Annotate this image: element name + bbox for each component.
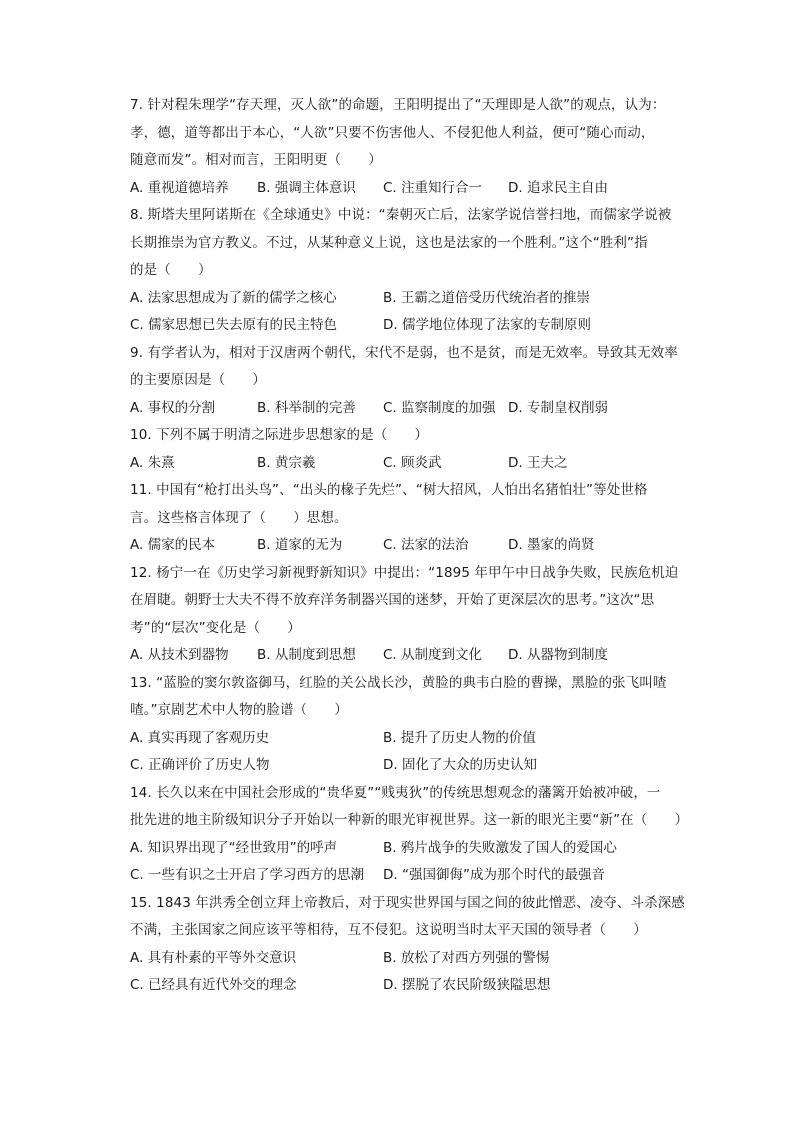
question-item — [130, 780, 716, 890]
question-stem-line: 12. 杨宁一在《历史学习新视野新知识》中提出：“1895 年甲午中日战争失败，民族危机迫 — [130, 564, 679, 581]
question-stem-line: 批先进的地主阶级知识分子开始以一种新的眼光审视世界。这一新的眼光主要“新”在（ ） — [130, 812, 689, 828]
answer-options-row — [130, 285, 716, 313]
answer-option: D. 专制皇权削弱 — [508, 399, 608, 416]
question-stem-line: 13. “蓝脸的窦尔敦盗御马，红脸的关公战长沙，黄脸的典韦白脸的曹操，黑脸的张飞叫喳 — [130, 674, 667, 691]
answer-option: C. 儒家思想已失去原有的民主特色 — [130, 317, 338, 333]
question-item — [130, 670, 716, 780]
answer-option: C. 正确评价了历史人物 — [130, 757, 270, 773]
answer-option: C. 一些有识之士开启了学习西方的思潮 — [130, 867, 365, 883]
answer-option: A. 知识界出现了“经世致用”的呼声 — [130, 839, 338, 856]
answer-options-row — [130, 862, 716, 890]
question-item — [130, 560, 716, 670]
question-stem-line: 孝，德，道等都出于本心，“人欲”只要不伤害他人、不侵犯他人利益，便可“随心而动， — [130, 124, 655, 141]
answer-option: B. 王霸之道倍受历代统治者的推崇 — [383, 289, 590, 306]
question-stem-line: 不满，主张国家之间应该平等相待，互不侵犯。这说明当时太平天国的领导者（ ） — [130, 922, 647, 938]
answer-option: D. 摆脱了农民阶级狭隘思想 — [383, 977, 551, 993]
answer-option: D. 墨家的尚贤 — [508, 537, 595, 553]
question-stem-line: 的是（ ） — [130, 262, 212, 278]
answer-option: C. 注重知行合一 — [383, 179, 483, 196]
answer-option: C. 已经具有近代外交的理念 — [130, 977, 297, 993]
answer-options-row — [130, 532, 716, 560]
answer-options-row — [130, 312, 716, 340]
answer-option: B. 强调主体意识 — [257, 179, 356, 196]
question-list — [130, 92, 716, 1000]
answer-option: A. 具有朴素的平等外交意识 — [130, 949, 297, 966]
question-stem-line: 随意而发”。相对而言，王阳明更（ ） — [130, 152, 382, 168]
answer-option: B. 从制度到思想 — [257, 647, 356, 663]
question-stem-line: 考”的“层次”变化是（ ） — [130, 619, 301, 636]
answer-option: C. 监察制度的加强 — [383, 399, 496, 416]
answer-option: B. 鸦片战争的失败激发了国人的爱国心 — [383, 839, 617, 856]
question-item — [130, 202, 716, 340]
answer-options-row — [130, 395, 716, 423]
answer-options-row — [130, 725, 716, 753]
answer-option: B. 放松了对西方列强的警惕 — [383, 949, 550, 966]
answer-option: A. 从技术到器物 — [130, 647, 229, 663]
answer-options-row — [130, 752, 716, 780]
answer-options-row — [130, 450, 716, 478]
question-stem-line: 长期推崇为官方教义。不过，从某种意义上说，这也是法家的一个胜利。”这个“胜利”指 — [130, 234, 648, 251]
answer-option: C. 法家的法治 — [383, 537, 469, 553]
question-stem-line: 7. 针对程朱理学“存天理，灭人欲”的命题，王阳明提出了“天理即是人欲”的观点，认为： — [130, 97, 666, 113]
answer-option: A. 朱熹 — [130, 454, 175, 471]
question-stem-line: 9. 有学者认为，相对于汉唐两个朝代，宋代不是弱，也不是贫，而是无效率。导致其无效率 — [130, 344, 678, 361]
answer-option: B. 黄宗羲 — [257, 454, 316, 471]
question-stem-line: 8. 斯塔夫里阿诺斯在《全球通史》中说：“秦朝灭亡后，法家学说信誉扫地，而儒家学说被 — [130, 207, 672, 223]
question-item — [130, 422, 716, 477]
answer-options-row — [130, 642, 716, 670]
answer-option: A. 法家思想成为了新的儒学之核心 — [130, 289, 337, 306]
question-item — [130, 477, 716, 560]
question-item — [130, 340, 716, 423]
answer-option: A. 重视道德培养 — [130, 179, 229, 196]
answer-option: A. 事权的分割 — [130, 399, 216, 416]
answer-option: D. “强国御侮”成为那个时代的最强音 — [383, 867, 605, 883]
question-stem-line: 的主要原因是（ ） — [130, 372, 266, 388]
answer-option: D. 追求民主自由 — [508, 179, 608, 196]
answer-option: B. 提升了历史人物的价值 — [383, 729, 536, 746]
question-stem-line: 14. 长久以来在中国社会形成的“贵华夏”“贱夷狄”的传统思想观念的藩篱开始被冲破，一 — [130, 784, 661, 801]
question-stem-line: 15. 1843 年洪秀全创立拜上帝教后，对于现实世界国与国之间的彼此憎恶、凌夺、斗杀深感 — [130, 894, 685, 911]
answer-option: A. 儒家的民本 — [130, 537, 216, 553]
answer-option: B. 道家的无为 — [257, 537, 343, 553]
question-stem-line: 10. 下列不属于明清之际进步思想家的是（ ） — [130, 427, 429, 443]
answer-option: D. 儒学地位体现了法家的专制原则 — [383, 317, 591, 333]
question-item — [130, 890, 716, 1000]
answer-option: B. 科举制的完善 — [257, 399, 356, 416]
question-item — [130, 92, 716, 202]
question-stem-line: 言。这些格言体现了（ ）思想。 — [130, 509, 348, 526]
answer-option: D. 王夫之 — [508, 454, 568, 471]
question-stem-line: 在眉睫。朝野士大夫不得不放弃洋务制器兴国的迷梦，开始了更深层次的思考。”这次“思 — [130, 592, 655, 608]
answer-option: A. 真实再现了客观历史 — [130, 729, 270, 746]
answer-options-row — [130, 945, 716, 973]
answer-option: D. 从器物到制度 — [508, 647, 608, 663]
question-stem-line: 11. 中国有“枪打出头鸟”、“出头的椽子先烂”、“树大招风，人怕出名猪怕壮”等处世格 — [130, 482, 648, 498]
answer-options-row — [130, 175, 716, 203]
answer-options-row — [130, 972, 716, 1000]
answer-options-row — [130, 835, 716, 863]
answer-option: C. 从制度到文化 — [383, 647, 483, 663]
question-stem-line: 喳。”京剧艺术中人物的脸谱（ ） — [130, 702, 348, 718]
answer-option: D. 固化了大众的历史认知 — [383, 757, 537, 773]
answer-option: C. 顾炎武 — [383, 454, 442, 471]
